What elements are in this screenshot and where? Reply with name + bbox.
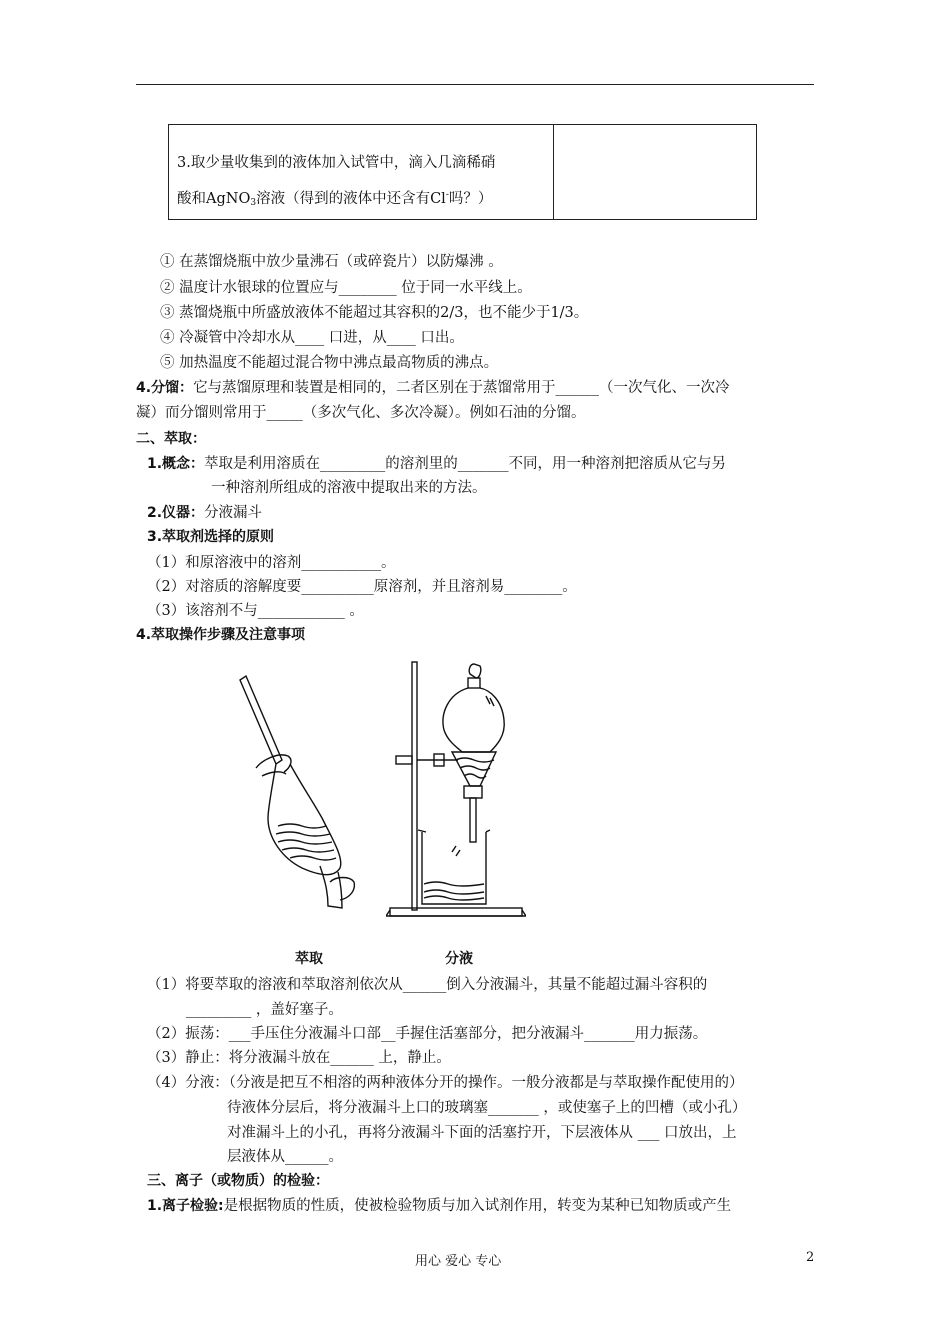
table-column-divider [553, 125, 554, 219]
step-2: （2）振荡：___手压住分液漏斗口部__手握住活塞部分，把分液漏斗_______用力振荡。 [147, 1026, 708, 1042]
note-1: ① 在蒸馏烧瓶中放少量沸石（或碎瓷片）以防爆沸 。 [160, 254, 503, 270]
table-row-text-line1: 3.取少量收集到的液体加入试管中，滴入几滴稀硝 [177, 155, 496, 171]
concept-line2: 一种溶剂所组成的溶液中提取出来的方法。 [211, 480, 487, 496]
ion-test-line: 1.离子检验:是根据物质的性质，使被检验物质与加入试剂作用，转变为某种已知物质或产生 [147, 1198, 732, 1214]
extraction-illustration [232, 668, 362, 926]
footer-motto: 用心 爱心 专心 [415, 1254, 502, 1269]
table-row-text-line2: 酸和AgNO$_3$溶液（得到的液体中还含有Cl-吗？） [177, 190, 493, 208]
instrument-line: 2.仪器：分液漏斗 [147, 505, 263, 521]
note-4: ④ 冷凝管中冷却水从____ 口进，从____ 口出。 [160, 330, 464, 346]
section2-title: 二、萃取： [136, 431, 206, 447]
step-1-line2: _________ ，盖好塞子。 [186, 1002, 343, 1018]
step-1-line1: （1）将要萃取的溶液和萃取溶剂依次从______倒入分液漏斗，其量不能超过漏斗容积的 [147, 977, 708, 993]
concept-line1: 1.概念：萃取是利用溶质在_________的溶剂里的_______不同，用一种溶剂把溶质从它与另 [147, 456, 727, 472]
principle-2: （2）对溶质的溶解度要__________原溶剂，并且溶剂易________。 [147, 579, 577, 595]
section3-title: 三、离子（或物质）的检验： [147, 1173, 329, 1189]
step-4-line1: （4）分液：（分液是把互不相溶的两种液体分开的操作。一般分液都是与萃取操作配使用的） [147, 1075, 744, 1091]
note-3: ③ 蒸馏烧瓶中所盛放液体不能超过其容积的2/3，也不能少于1/3。 [160, 305, 589, 321]
fractional-line1: 4.分馏：它与蒸馏原理和装置是相同的，二者区别在于蒸馏常用于______（一次气化、一次冷 [136, 380, 730, 396]
principle-title: 3.萃取剂选择的原则 [147, 529, 275, 545]
principle-1: （1）和原溶液中的溶剂___________。 [147, 555, 396, 571]
caption-separation: 分液 [445, 951, 473, 967]
step-4-line3: 对准漏斗上的小孔，再将分液漏斗下面的活塞拧开，下层液体从 ___ 口放出，上 [227, 1125, 737, 1141]
step-3: （3）静止：将分液漏斗放在______ 上，静止。 [147, 1050, 451, 1066]
note-5: ⑤ 加热温度不能超过混合物中沸点最高物质的沸点。 [160, 355, 499, 371]
separation-apparatus-illustration [386, 656, 526, 920]
header-rule [136, 84, 814, 85]
note-2: ② 温度计水银球的位置应与________ 位于同一水平线上。 [160, 280, 532, 296]
step-4-line2: 待液体分层后，将分液漏斗上口的玻璃塞_______ ，或使塞子上的凹槽（或小孔） [227, 1100, 747, 1116]
fractional-line2: 凝）而分馏则常用于_____（多次气化、多次冷凝）。例如石油的分馏。 [136, 405, 586, 421]
experiment-table [168, 124, 757, 220]
step-4-line4: 层液体从______。 [227, 1149, 343, 1165]
principle-3: （3）该溶剂不与____________ 。 [147, 603, 364, 619]
fractional-heading: 4.分馏： [136, 380, 194, 396]
steps-title: 4.萃取操作步骤及注意事项 [136, 627, 306, 643]
page-number: 2 [806, 1250, 815, 1265]
caption-extraction: 萃取 [295, 951, 323, 967]
